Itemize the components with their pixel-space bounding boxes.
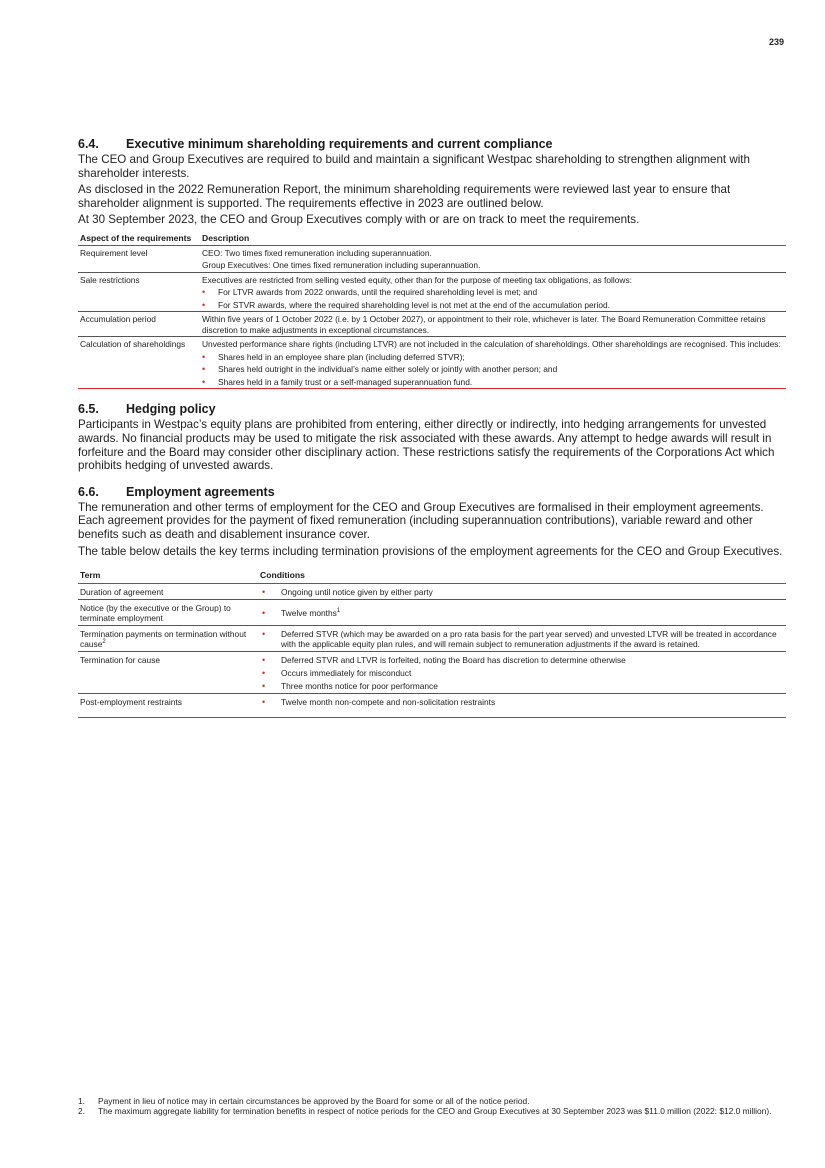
paragraph: The remuneration and other terms of employment for the CEO and Group Executives are formalised in their employment agreements. Each agreement provides for the payment of fixed remuneration (including superannuation contributions), variable reward and other benefits such as death and disablement insurance cover. xyxy=(78,500,764,542)
description-cell xyxy=(200,245,786,272)
footnote-text: The maximum aggregate liability for termination benefits in respect of notice periods for the CEO and Group Executives at 30 September 2023 was $11.0 million (2022: $12.0 million). xyxy=(98,1106,772,1116)
table-row xyxy=(78,626,786,652)
term-cell: Termination for cause xyxy=(78,652,258,694)
bullet-item: • Shares held in an employee share plan (including deferred STVR); xyxy=(202,352,784,363)
footnote-ref: 1 xyxy=(336,608,341,615)
paragraph: At 30 September 2023, the CEO and Group Executives comply with or are on track to meet the requirements. xyxy=(78,213,640,227)
aspect-cell: Sale restrictions xyxy=(78,272,200,312)
paragraph: As disclosed in the 2022 Remuneration Report, the minimum shareholding requirements were reviewed last year to ensure that shareholder alignment is supported. The requirements effective in 2023 are outlined below. xyxy=(78,183,731,210)
bullet-item: • Shares held outright in the individual’s name either solely or jointly with another person; and xyxy=(202,364,784,375)
column-header: Conditions xyxy=(258,570,786,584)
conditions-cell xyxy=(258,626,786,652)
table-row xyxy=(78,312,786,337)
term-cell: Post-employment restraints xyxy=(78,694,258,718)
term-cell: Notice (by the executive or the Group) to terminate employment xyxy=(78,600,258,626)
paragraph: Participants in Westpac’s equity plans are prohibited from entering, either directly or indirectly, into hedging arrangements for unvested awards. No financial products may be used to mitigate the risk associated with these awards. Any attempt to hedge awards will result in forfeiture and the Board may consider other disciplinary action. These restrictions satisfy the requirements of the Corporations Act which prohibits hedging of unvested awards. xyxy=(78,418,775,473)
table-row xyxy=(78,652,786,694)
description-line: Group Executives: One times fixed remuneration including superannuation. xyxy=(202,260,481,271)
footnote-number: 2. xyxy=(78,1106,85,1116)
bullet-item: • For STVR awards, where the required shareholding level is not met at the end of the accumulation period. xyxy=(202,300,784,311)
section-number: 6.6. xyxy=(78,484,99,499)
section-6-4-heading xyxy=(78,137,786,152)
table-row xyxy=(78,694,786,718)
bullet-item: • Deferred STVR (which may be awarded on a pro rata basis for the part year served) and unvested LTVR will be treated in accordance with the applicable equity plan rules, and will remain subject to remuneration adjustments if the award is retained. xyxy=(260,629,784,649)
page-content xyxy=(78,137,786,718)
bullet-item: • Deferred STVR and LTVR is forfeited, noting the Board has discretion to determine otherwise xyxy=(260,655,784,665)
section-number: 6.5. xyxy=(78,402,99,417)
aspect-cell: Calculation of shareholdings xyxy=(78,337,200,389)
description-cell xyxy=(200,272,786,312)
conditions-cell xyxy=(258,652,786,694)
column-header: Term xyxy=(78,570,258,584)
table-row xyxy=(78,584,786,600)
bullet-item: • For LTVR awards from 2022 onwards, until the required shareholding level is met; and xyxy=(202,287,784,298)
table-row xyxy=(78,245,786,272)
conditions-cell xyxy=(258,584,786,600)
section-number: 6.4. xyxy=(78,137,99,151)
table-row xyxy=(78,600,786,626)
column-header: Description xyxy=(200,233,786,246)
description-cell xyxy=(200,337,786,389)
conditions-cell xyxy=(258,694,786,718)
description-cell xyxy=(200,312,786,337)
bullet-item: • Ongoing until notice given by either party xyxy=(260,587,784,597)
aspect-cell: Accumulation period xyxy=(78,312,200,337)
employment-agreements-table xyxy=(78,570,786,718)
footnote xyxy=(78,1096,786,1106)
table-row xyxy=(78,272,786,312)
description-line: CEO: Two times fixed remuneration including superannuation. xyxy=(202,247,432,258)
section-title: Executive minimum shareholding requirements and current compliance xyxy=(126,137,553,151)
bullet-item: • Twelve month non-compete and non-solicitation restraints xyxy=(260,697,784,707)
condition-text: Twelve months xyxy=(281,608,337,619)
bullet-item: • Occurs immediately for misconduct xyxy=(260,668,784,678)
paragraph: The table below details the key terms including termination provisions of the employment agreements for the CEO and Group Executives. xyxy=(78,544,783,558)
paragraph: The CEO and Group Executives are required to build and maintain a significant Westpac shareholding to strengthen alignment with shareholder interests. xyxy=(78,153,750,180)
footnote-ref: 2 xyxy=(102,639,106,646)
term-cell: Duration of agreement xyxy=(78,584,258,600)
table-row xyxy=(78,337,786,389)
section-title: Hedging policy xyxy=(126,402,216,417)
footnote-number: 1. xyxy=(78,1096,85,1106)
description-line: Executives are restricted from selling vested equity, other than for the purpose of meeting tax obligations, as follows: xyxy=(202,274,632,285)
term-text: Termination payments on termination without cause xyxy=(80,629,247,650)
footnote xyxy=(78,1106,786,1116)
column-header: Aspect of the requirements xyxy=(78,233,200,246)
conditions-cell xyxy=(258,600,786,626)
section-6-6-heading xyxy=(78,485,786,500)
bullet-item xyxy=(260,608,784,618)
description-line: Within five years of 1 October 2022 (i.e. by 1 October 2027), or appointment to their role, whichever is later. The Board Remuneration Committee retains discretion to make adjustments in exceptional circumstances. xyxy=(202,314,766,335)
footnotes xyxy=(78,1096,786,1116)
aspect-cell: Requirement level xyxy=(78,245,200,272)
page-number: 239 xyxy=(768,37,784,47)
shareholding-requirements-table xyxy=(78,233,786,390)
bullet-item: • Three months notice for poor performance xyxy=(260,681,784,691)
description-line: Unvested performance share rights (including LTVR) are not included in the calculation of shareholdings. Other shareholdings are recognised. This includes: xyxy=(202,339,781,350)
footnote-text: Payment in lieu of notice may in certain circumstances be approved by the Board for some or all of the notice period. xyxy=(98,1096,530,1106)
section-6-5-heading xyxy=(78,402,786,417)
section-title: Employment agreements xyxy=(126,484,275,499)
bullet-item: • Shares held in a family trust or a self-managed superannuation fund. xyxy=(202,377,784,388)
term-cell xyxy=(78,626,258,652)
